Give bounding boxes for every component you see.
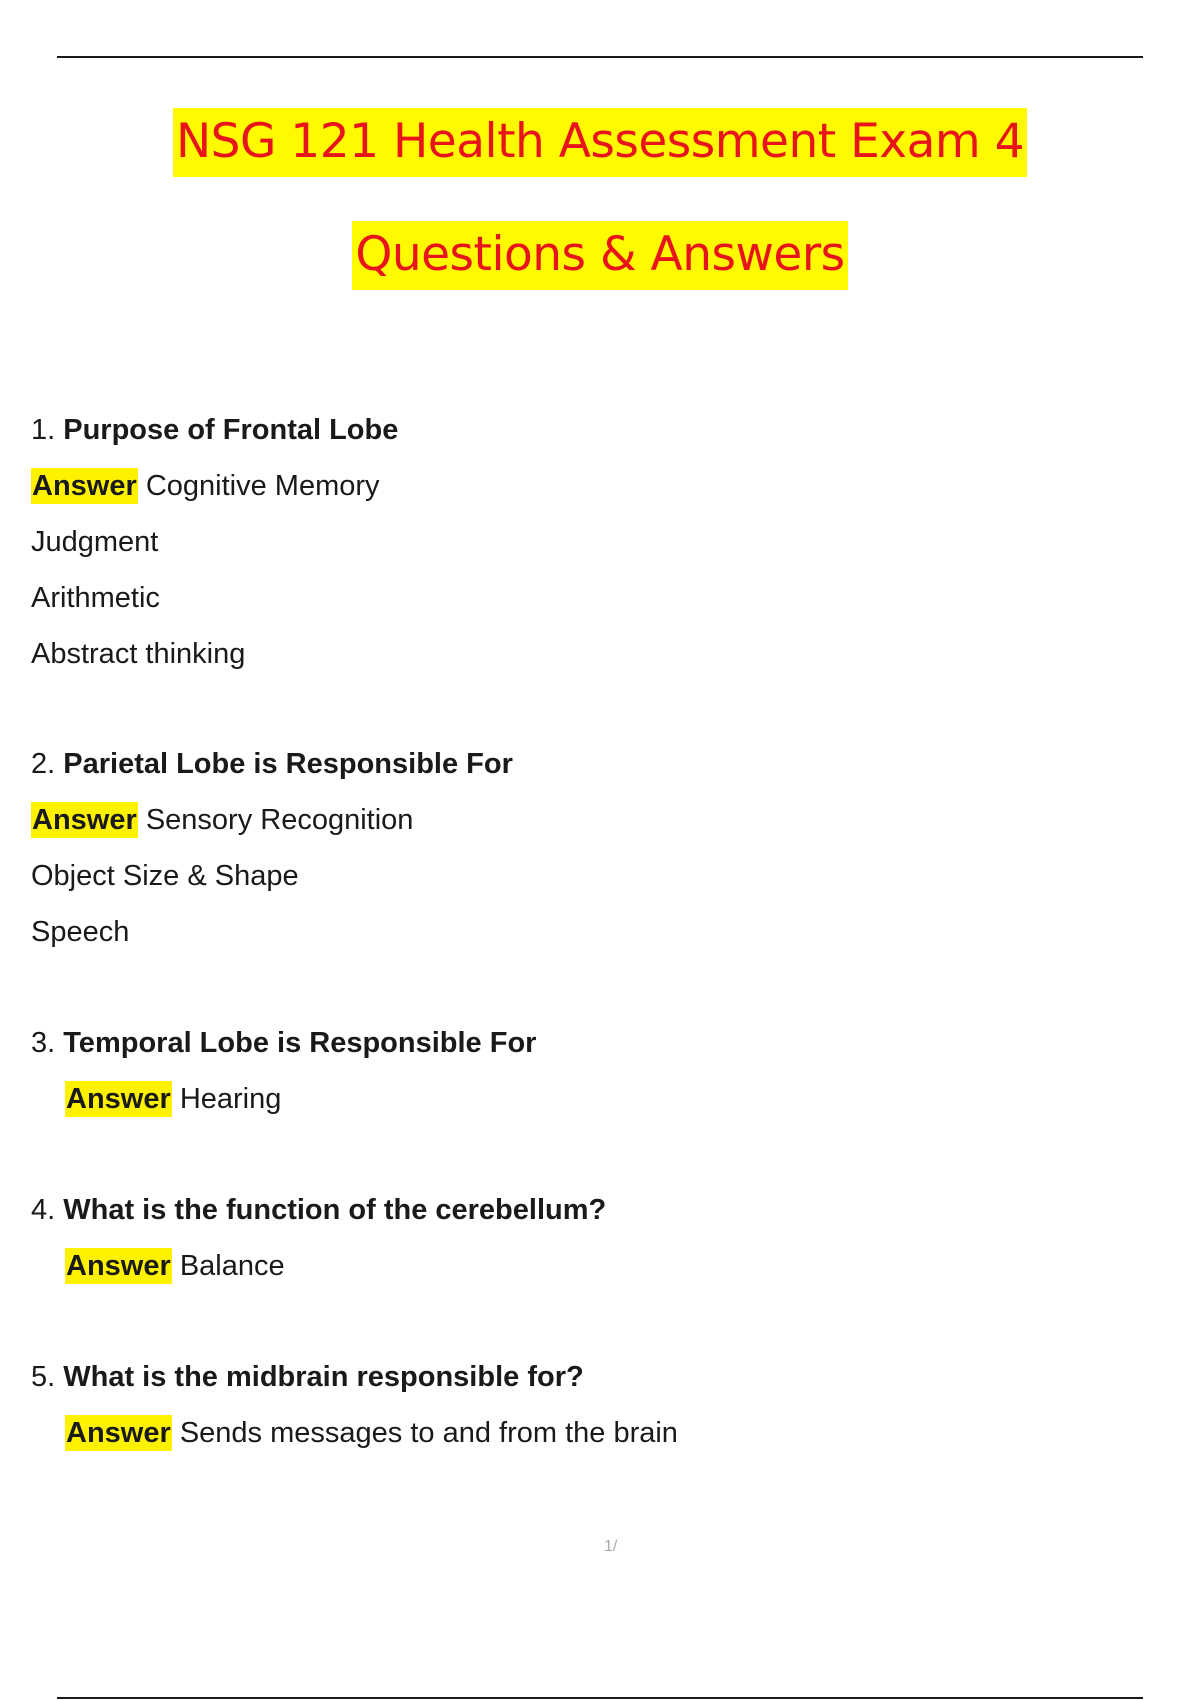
question-3-answer — [65, 1085, 281, 1114]
question-3-heading — [31, 1029, 536, 1058]
question-text: What is the function of the cerebellum? — [63, 1194, 607, 1226]
question-text: Temporal Lobe is Responsible For — [63, 1027, 537, 1059]
question-4-heading — [31, 1196, 606, 1225]
question-text: Parietal Lobe is Responsible For — [63, 748, 513, 780]
question-1-answer — [31, 472, 380, 501]
question-5-answer — [65, 1419, 678, 1448]
question-number: 2. — [31, 748, 56, 780]
question-2-heading — [31, 750, 513, 779]
answer-extra-line: Speech — [31, 916, 130, 948]
answer-extra-line: Arithmetic — [31, 582, 160, 614]
bottom-rule — [57, 1697, 1143, 1699]
document-title-line-2 — [0, 221, 1200, 290]
question-4-answer — [65, 1252, 285, 1281]
question-2-answer — [31, 806, 413, 835]
answer-text: Sensory Recognition — [145, 804, 414, 836]
answer-extra-line: Object Size & Shape — [31, 860, 299, 892]
question-number: 5. — [31, 1361, 56, 1393]
answer-label: Answer — [32, 470, 137, 502]
title-highlight-2: Questions & Answers — [352, 221, 847, 290]
answer-extra-line: Abstract thinking — [31, 638, 246, 670]
title-highlight-1: NSG 121 Health Assessment Exam 4 — [173, 108, 1027, 177]
answer-text: Sends messages to and from the brain — [179, 1417, 678, 1449]
question-number: 1. — [31, 414, 56, 446]
answer-label: Answer — [32, 804, 137, 836]
question-number: 4. — [31, 1194, 56, 1226]
document-title-line-1 — [0, 108, 1200, 177]
question-1-heading — [31, 416, 398, 445]
answer-text: Balance — [179, 1250, 285, 1282]
question-number: 3. — [31, 1027, 56, 1059]
answer-extra-line: Judgment — [31, 526, 159, 558]
question-text: Purpose of Frontal Lobe — [63, 414, 399, 446]
question-text: What is the midbrain responsible for? — [63, 1361, 584, 1393]
question-5-heading — [31, 1363, 584, 1392]
top-rule — [57, 56, 1143, 58]
answer-label: Answer — [66, 1250, 171, 1282]
page-number: 1/ — [604, 1538, 618, 1555]
answer-text: Hearing — [179, 1083, 282, 1115]
answer-label: Answer — [66, 1417, 171, 1449]
answer-text: Cognitive Memory — [145, 470, 380, 502]
answer-label: Answer — [66, 1083, 171, 1115]
